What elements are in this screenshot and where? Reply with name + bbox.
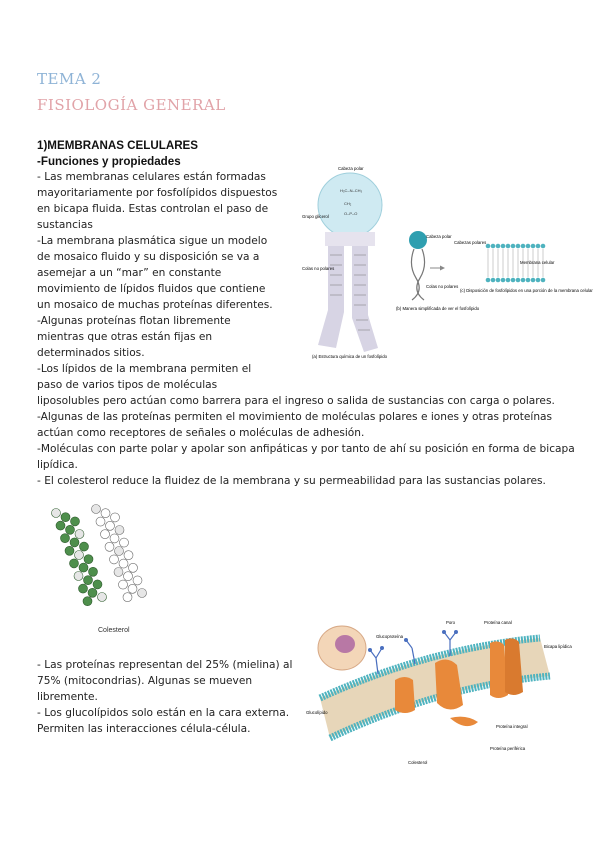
bilayer-head [531, 278, 536, 283]
atom [79, 584, 88, 593]
label-cabezas-polares: Cabezas polares [454, 240, 487, 245]
atom [115, 526, 124, 535]
atom [110, 555, 119, 564]
atom [119, 580, 128, 589]
text-line: -Los lípidos de la membrana permiten el [37, 363, 252, 375]
atom [120, 538, 129, 547]
tema-title: TEMA 2 [37, 70, 102, 88]
text-line: - Las membranas celulares están formadas [37, 171, 266, 183]
atom [133, 576, 142, 585]
atom [124, 551, 133, 560]
svg-text:O–P–O: O–P–O [344, 211, 358, 216]
text-line: de mosaico fluido y su disposición se va a [37, 251, 260, 263]
bilayer-head [511, 244, 516, 249]
caption-b: (b) Manera simplificada de ver el fosfolípido [396, 306, 480, 311]
label-membrana-celular: Membrana celular [520, 260, 555, 265]
bilayer-head [526, 244, 531, 249]
atom [98, 593, 107, 602]
atom [105, 542, 114, 551]
bilayer-head [511, 278, 516, 283]
bilayer-head [516, 244, 521, 249]
atom [74, 572, 83, 581]
label-colas-no-polares: Colas no polares [302, 266, 335, 271]
bilayer-head [491, 244, 496, 249]
bilayer-head [541, 244, 546, 249]
svg-text:H₃C–N–CH₃: H₃C–N–CH₃ [340, 188, 363, 193]
section-subtitle: -Funciones y propiedades [37, 155, 181, 168]
atom [56, 521, 65, 530]
atom [70, 559, 79, 568]
text-line: determinados sitios. [37, 347, 145, 359]
label-glucoproteina: Glucoproteína [376, 634, 403, 639]
text-line: sustancias [37, 219, 93, 231]
atom [93, 580, 102, 589]
text-line: -Algunas proteínas flotan libremente [37, 315, 231, 327]
atom [119, 559, 128, 568]
bilayer-head [486, 244, 491, 249]
bilayer-head [491, 278, 496, 283]
bilayer-head [506, 278, 511, 283]
atom [84, 576, 93, 585]
bilayer-head [506, 244, 511, 249]
text-line: actúan como receptores de señales o moléculas de adhesión. [37, 427, 365, 439]
cholesterol-figure [50, 505, 160, 637]
text-line: lipídica. [37, 459, 78, 471]
text-line: mayoritariamente por fosfolípidos dispuestos [37, 187, 278, 199]
bilayer-head [541, 278, 546, 283]
label-proteina-integral: Proteína integral [496, 724, 528, 729]
atom [80, 542, 89, 551]
atom [66, 525, 75, 534]
atom [115, 547, 124, 556]
bilayer-head [501, 278, 506, 283]
text-line: Permiten las interacciones célula-célula. [37, 723, 251, 735]
text-line: -La membrana plasmática sigue un modelo [37, 235, 268, 247]
cholesterol-caption: Colesterol [98, 627, 130, 634]
atom [89, 567, 98, 576]
bilayer-head [486, 278, 491, 283]
atom [129, 563, 138, 572]
atom [70, 538, 79, 547]
atom [71, 517, 80, 526]
label-colesterol: Colesterol [408, 760, 428, 765]
full-paragraph [37, 393, 575, 489]
bilayer-head [516, 278, 521, 283]
atom [138, 589, 147, 598]
atom [52, 509, 61, 518]
atom [75, 530, 84, 539]
text-line: - Los glucolípidos solo están en la cara externa. [37, 707, 290, 719]
atom [128, 584, 137, 593]
atom [83, 597, 92, 606]
cholesterol-molecule-illustration [50, 505, 160, 625]
text-line: - El colesterol reduce la fluidez de la membrana y su permeabilidad para las sustancias polares. [37, 475, 546, 487]
atom [124, 572, 133, 581]
atom [65, 546, 74, 555]
label-proteina-periferica: Proteína periférica [490, 746, 526, 751]
text-line: mientras que otras están fijas en [37, 331, 213, 343]
label-grupo-glicerol: Grupo glicerol [302, 214, 329, 219]
text-line: un mosaico de muchas proteínas diferentes. [37, 299, 273, 311]
text-line: - Las proteínas representan del 25% (mielina) al [37, 659, 293, 671]
bilayer-head [536, 244, 541, 249]
phospholipid-illustration [300, 160, 593, 365]
bilayer-head [496, 244, 501, 249]
bilayer-head [531, 244, 536, 249]
atom [61, 513, 70, 522]
label-cabeza-polar-b: Cabeza polar [426, 234, 452, 239]
atom [96, 517, 105, 526]
bottom-paragraph [37, 657, 292, 737]
svg-text:CH₂: CH₂ [344, 201, 352, 206]
text-line: liposolubles pero actúan como barrera para el ingreso o salida de sustancias con carga o polares. [37, 395, 555, 407]
phospholipid-figure [300, 160, 593, 365]
bilayer-head [501, 244, 506, 249]
text-line: asemejar a un “mar” en constante [37, 267, 222, 279]
atom [61, 534, 70, 543]
caption-c: (c) Disposición de fosfolípidos en una porción de la membrana celular [460, 288, 593, 293]
subject-title: FISIOLOGÍA GENERAL [37, 96, 226, 114]
text-line: paso de varios tipos de moléculas [37, 379, 218, 391]
cell-membrane-figure [300, 618, 572, 770]
bilayer-head [536, 278, 541, 283]
label-cabeza-polar: Cabeza polar [338, 166, 364, 171]
atom [101, 509, 110, 518]
text-line: -Algunas de las proteínas permiten el movimiento de moléculas polares e iones y otras proteínas [37, 411, 553, 423]
text-line: libremente. [37, 691, 98, 703]
label-glucolipido: Glucolípido [306, 710, 328, 715]
atom [101, 530, 110, 539]
text-line: 75% (mitocondrias). Algunas se mueven [37, 675, 253, 687]
section-title: 1)MEMBRANAS CELULARES [37, 139, 199, 152]
caption-a: (a) Estructura química de un fosfolípido [312, 354, 387, 359]
label-proteina-canal: Proteína canal [484, 620, 512, 625]
atom [106, 521, 115, 530]
atom [84, 555, 93, 564]
text-line: -Moléculas con parte polar y apolar son anfipáticas y por tanto de ahí su posición en forma de bicapa [37, 443, 575, 455]
label-bicapa-lipidica: Bicapa lipídica [544, 644, 572, 649]
atom [79, 563, 88, 572]
atom [114, 568, 123, 577]
atom [75, 551, 84, 560]
atom [92, 505, 101, 514]
bilayer-head [521, 278, 526, 283]
bilayer-head [496, 278, 501, 283]
text-line: movimiento de lípidos fluidos que contiene [37, 283, 266, 295]
atom [110, 534, 119, 543]
cell-membrane-illustration [300, 618, 572, 770]
label-colas-b: Colas no polares [426, 284, 459, 289]
left-paragraph [37, 169, 277, 393]
atom [88, 588, 97, 597]
text-line: en bicapa fluida. Estas controlan el paso de [37, 203, 269, 215]
bilayer-head [526, 278, 531, 283]
label-poro: Poro [446, 620, 456, 625]
atom [123, 593, 132, 602]
atom [111, 513, 120, 522]
bilayer-head [521, 244, 526, 249]
